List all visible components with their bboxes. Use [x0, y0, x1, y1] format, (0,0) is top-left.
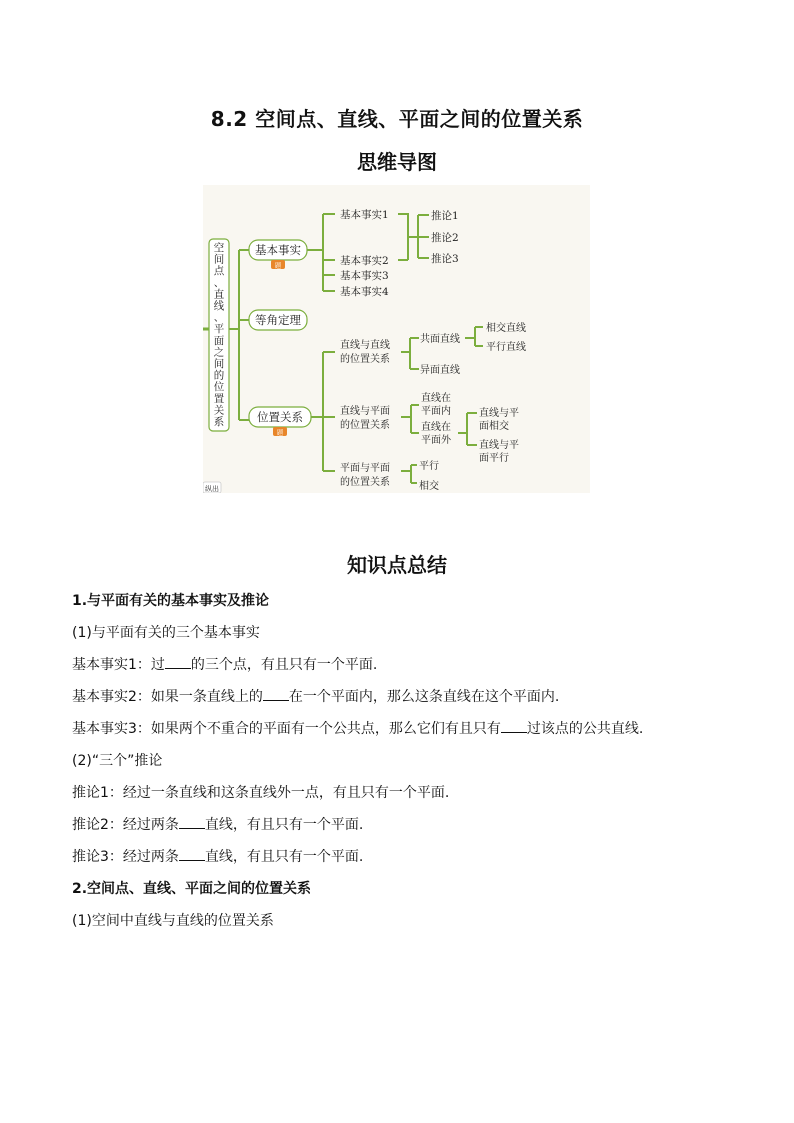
- line-plane-intersect-1: 直线与平: [479, 408, 519, 419]
- mind-map-figure: [203, 185, 590, 493]
- root-char: 系: [213, 416, 225, 428]
- corollary-3-statement: [72, 846, 363, 866]
- branch-basic-facts-label: 基本事实: [255, 243, 301, 257]
- section-1-subtitle-2: (2)“三个”推论: [72, 753, 163, 769]
- plane-plane-relation-1: 平面与平面: [340, 463, 390, 474]
- parallel-lines: 平行直线: [486, 342, 526, 353]
- skew-lines: 异面直线: [420, 365, 460, 376]
- corollary-2-text-b: 直线，有且只有一个平面.: [204, 817, 364, 833]
- summary-heading: 知识点总结: [347, 553, 447, 577]
- plane-plane-intersect: 相交: [419, 481, 439, 492]
- fact-2-text-a: 基本事实2：如果一条直线上的: [72, 689, 263, 705]
- plane-plane-relation-2: 的位置关系: [340, 477, 390, 488]
- badge-label: 题: [274, 261, 282, 270]
- root-char: 置: [213, 392, 225, 405]
- root-char: 空: [213, 242, 225, 254]
- root-char: 之: [213, 346, 225, 359]
- line-plane-parallel-2: 面平行: [479, 453, 509, 464]
- out-plane-1: 直线在: [421, 422, 451, 433]
- corollary-2-text-a: 推论2：经过两条: [72, 817, 179, 833]
- root-char: 直: [213, 288, 225, 301]
- corollary-3: 推论3: [431, 253, 459, 265]
- fact-4: 基本事实4: [340, 286, 389, 298]
- corollary-2-statement: [72, 814, 363, 834]
- branch-equal-angle-label: 等角定理: [255, 313, 301, 327]
- line-plane-parallel-1: 直线与平: [479, 440, 519, 451]
- answer-blank: [501, 718, 527, 733]
- root-node-label: [214, 241, 225, 428]
- line-plane-relation-1: 直线与平面: [340, 406, 390, 417]
- fact-1: 基本事实1: [340, 209, 389, 221]
- answer-blank: [165, 654, 191, 669]
- line-line-relation-2: 的位置关系: [340, 354, 390, 365]
- fact-2-text-b: 在一个平面内，那么这条直线在这个平面内.: [288, 689, 560, 705]
- mind-map-background: [203, 185, 590, 493]
- root-char: 间: [213, 358, 225, 370]
- coplanar-lines: 共面直线: [420, 334, 460, 345]
- intersecting-lines: 相交直线: [486, 323, 526, 334]
- root-char: 点: [213, 265, 225, 278]
- mind-map: [203, 185, 590, 493]
- root-char: 间: [213, 253, 225, 266]
- section-2-title: 2.空间点、直线、平面之间的位置关系: [72, 881, 312, 897]
- line-line-relation-1: 直线与直线: [340, 340, 390, 351]
- corollary-3-text-a: 推论3：经过两条: [72, 849, 179, 865]
- root-char: 线: [213, 300, 225, 312]
- fact-2: 基本事实2: [340, 255, 389, 267]
- mindmap-heading: 思维导图: [357, 150, 437, 174]
- root-char: 位: [213, 381, 225, 394]
- fact-2-statement: [72, 686, 559, 706]
- badge-label: 题: [276, 428, 284, 437]
- corollary-1: 推论1: [431, 210, 459, 222]
- fact-1-statement: [72, 654, 377, 674]
- in-plane-2: 平面内: [421, 406, 451, 417]
- corollary-3-text-b: 直线，有且只有一个平面.: [204, 849, 364, 865]
- fact-3-text-a: 基本事实3：如果两个不重合的平面有一个公共点，那么它们有且只有: [72, 721, 501, 737]
- root-char: 平: [213, 323, 225, 336]
- line-plane-intersect-2: 面相交: [479, 421, 509, 432]
- root-char: 关: [213, 404, 225, 417]
- answer-blank: [179, 814, 205, 829]
- answer-blank: [263, 686, 289, 701]
- section-1-subtitle-1: (1)与平面有关的三个基本事实: [72, 625, 260, 641]
- fact-3-statement: [72, 718, 643, 738]
- line-plane-relation-2: 的位置关系: [340, 420, 390, 431]
- section-2-subtitle-1: (1)空间中直线与直线的位置关系: [72, 913, 274, 929]
- fact-3: 基本事实3: [340, 270, 389, 282]
- document-title: 8.2 空间点、直线、平面之间的位置关系: [210, 107, 584, 131]
- section-1-title: 1.与平面有关的基本事实及推论: [72, 593, 270, 609]
- answer-blank: [179, 846, 205, 861]
- fact-1-text-a: 基本事实1：过: [72, 657, 165, 673]
- root-char: 、: [213, 276, 225, 289]
- fact-1-text-b: 的三个点，有且只有一个平面.: [190, 657, 378, 673]
- corollary-2: 推论2: [431, 232, 459, 244]
- corollary-1-statement: 推论1：经过一条直线和这条直线外一点，有且只有一个平面.: [72, 785, 450, 801]
- root-char: 、: [213, 311, 225, 324]
- fact-3-text-b: 过该点的公共直线.: [526, 721, 644, 737]
- root-char: 面: [213, 334, 225, 347]
- corner-tag-label: 纵出: [205, 485, 219, 493]
- out-plane-2: 平面外: [421, 435, 451, 446]
- root-char: 的: [213, 369, 225, 382]
- plane-plane-parallel: 平行: [419, 461, 439, 472]
- in-plane-1: 直线在: [421, 393, 451, 404]
- branch-position-label: 位置关系: [257, 410, 303, 424]
